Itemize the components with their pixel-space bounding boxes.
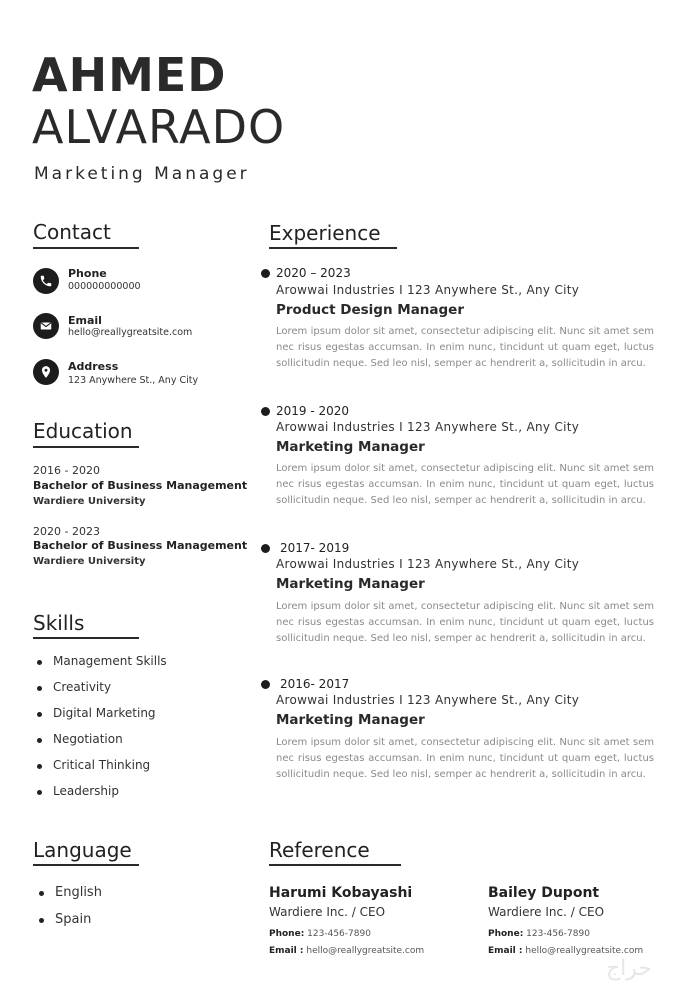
reference-org: Wardiere Inc. / CEO: [488, 905, 605, 919]
exp-date: 2016- 2017: [280, 677, 350, 691]
exp-description: Lorem ipsum dolor sit amet, consectetur adipiscing elit. Nunc sit amet sem nec risus egestas accumsan. In enim nunc, tincidunt ut quam eget, luctus sollicitudin neque. Sed leo nisl, semper ac hendrerit a, sollicitudin in arcu.: [276, 326, 654, 369]
contact-email-label: Email: [68, 314, 102, 327]
email-label: Email :: [269, 946, 304, 956]
exp-role: Product Design Manager: [276, 302, 464, 318]
exp-company: Arowwai Industries I 123 Anywhere St., Any City: [276, 283, 580, 297]
first-name: AHMED: [32, 48, 227, 102]
edu-years: 2020 - 2023: [33, 525, 100, 538]
list-item: Digital Marketing: [33, 706, 167, 720]
email-value: hello@reallygreatsite.com: [306, 946, 425, 956]
list-item: Creativity: [33, 680, 167, 694]
edu-years: 2016 - 2020: [33, 464, 100, 477]
contact-address-label: Address: [68, 360, 119, 373]
location-icon: [33, 359, 59, 385]
job-title: Marketing Manager: [34, 164, 250, 184]
education-heading: Education: [33, 419, 133, 443]
exp-company: Arowwai Industries I 123 Anywhere St., Any City: [276, 693, 580, 707]
edu-school: Wardiere University: [33, 496, 146, 507]
exp-role: Marketing Manager: [276, 712, 425, 728]
edu-degree: Bachelor of Business Management: [33, 539, 248, 552]
phone-icon: [33, 268, 59, 294]
list-item: English: [35, 885, 102, 900]
reference-heading: Reference: [269, 838, 370, 862]
edu-degree: Bachelor of Business Management: [33, 479, 248, 492]
list-item: Leadership: [33, 784, 167, 798]
timeline-dot: [261, 544, 270, 553]
email-icon: [33, 313, 59, 339]
exp-date: 2020 – 2023: [276, 266, 351, 280]
reference-name: Harumi Kobayashi: [269, 885, 413, 901]
reference-email: [269, 946, 424, 956]
skills-heading: Skills: [33, 611, 85, 635]
phone-label: Phone:: [269, 929, 305, 939]
reference-phone: [269, 929, 371, 939]
watermark: حراج: [605, 956, 652, 981]
exp-date: 2017- 2019: [280, 541, 350, 555]
list-item: Negotiation: [33, 732, 167, 746]
phone-value: 123-456-7890: [526, 929, 590, 939]
exp-description: Lorem ipsum dolor sit amet, consectetur adipiscing elit. Nunc sit amet sem nec risus egestas accumsan. In enim nunc, tincidunt ut quam eget, luctus sollicitudin neque. Sed leo nisl, semper ac hendrerit a, sollicitudin in arcu.: [276, 463, 654, 506]
experience-divider: [269, 247, 397, 249]
edu-school: Wardiere University: [33, 556, 146, 567]
contact-divider: [33, 247, 139, 249]
timeline-dot: [261, 680, 270, 689]
reference-name: Bailey Dupont: [488, 885, 600, 901]
contact-address-value: 123 Anywhere St., Any City: [68, 375, 199, 386]
reference-org: Wardiere Inc. / CEO: [269, 905, 386, 919]
skills-list: [33, 654, 167, 798]
phone-label: Phone:: [488, 929, 524, 939]
experience-heading: Experience: [269, 221, 381, 245]
contact-phone-label: Phone: [68, 267, 107, 280]
contact-heading: Contact: [33, 220, 111, 244]
language-divider: [33, 864, 139, 866]
list-item: Critical Thinking: [33, 758, 167, 772]
timeline-dot: [261, 407, 270, 416]
list-item: Spain: [35, 912, 102, 927]
language-heading: Language: [33, 838, 132, 862]
exp-company: Arowwai Industries I 123 Anywhere St., Any City: [276, 420, 580, 434]
list-item: Management Skills: [33, 654, 167, 668]
exp-description: Lorem ipsum dolor sit amet, consectetur adipiscing elit. Nunc sit amet sem nec risus egestas accumsan. In enim nunc, tincidunt ut quam eget, luctus sollicitudin neque. Sed leo nisl, semper ac hendrerit a, sollicitudin in arcu.: [276, 737, 654, 780]
skills-divider: [33, 637, 139, 639]
reference-divider: [269, 864, 401, 866]
language-list: [35, 885, 102, 927]
contact-phone-value: 000000000000: [68, 281, 141, 292]
email-label: Email :: [488, 946, 523, 956]
reference-email: [488, 946, 643, 956]
last-name: ALVARADO: [32, 100, 286, 154]
exp-description: Lorem ipsum dolor sit amet, consectetur adipiscing elit. Nunc sit amet sem nec risus egestas accumsan. In enim nunc, tincidunt ut quam eget, luctus sollicitudin neque. Sed leo nisl, semper ac hendrerit a, sollicitudin in arcu.: [276, 601, 654, 644]
exp-role: Marketing Manager: [276, 576, 425, 592]
phone-value: 123-456-7890: [307, 929, 371, 939]
exp-role: Marketing Manager: [276, 439, 425, 455]
email-value: hello@reallygreatsite.com: [525, 946, 644, 956]
contact-email-value: hello@reallygreatsite.com: [68, 327, 193, 338]
reference-phone: [488, 929, 590, 939]
education-divider: [33, 446, 139, 448]
timeline-dot: [261, 269, 270, 278]
exp-date: 2019 - 2020: [276, 404, 350, 418]
exp-company: Arowwai Industries I 123 Anywhere St., Any City: [276, 557, 580, 571]
